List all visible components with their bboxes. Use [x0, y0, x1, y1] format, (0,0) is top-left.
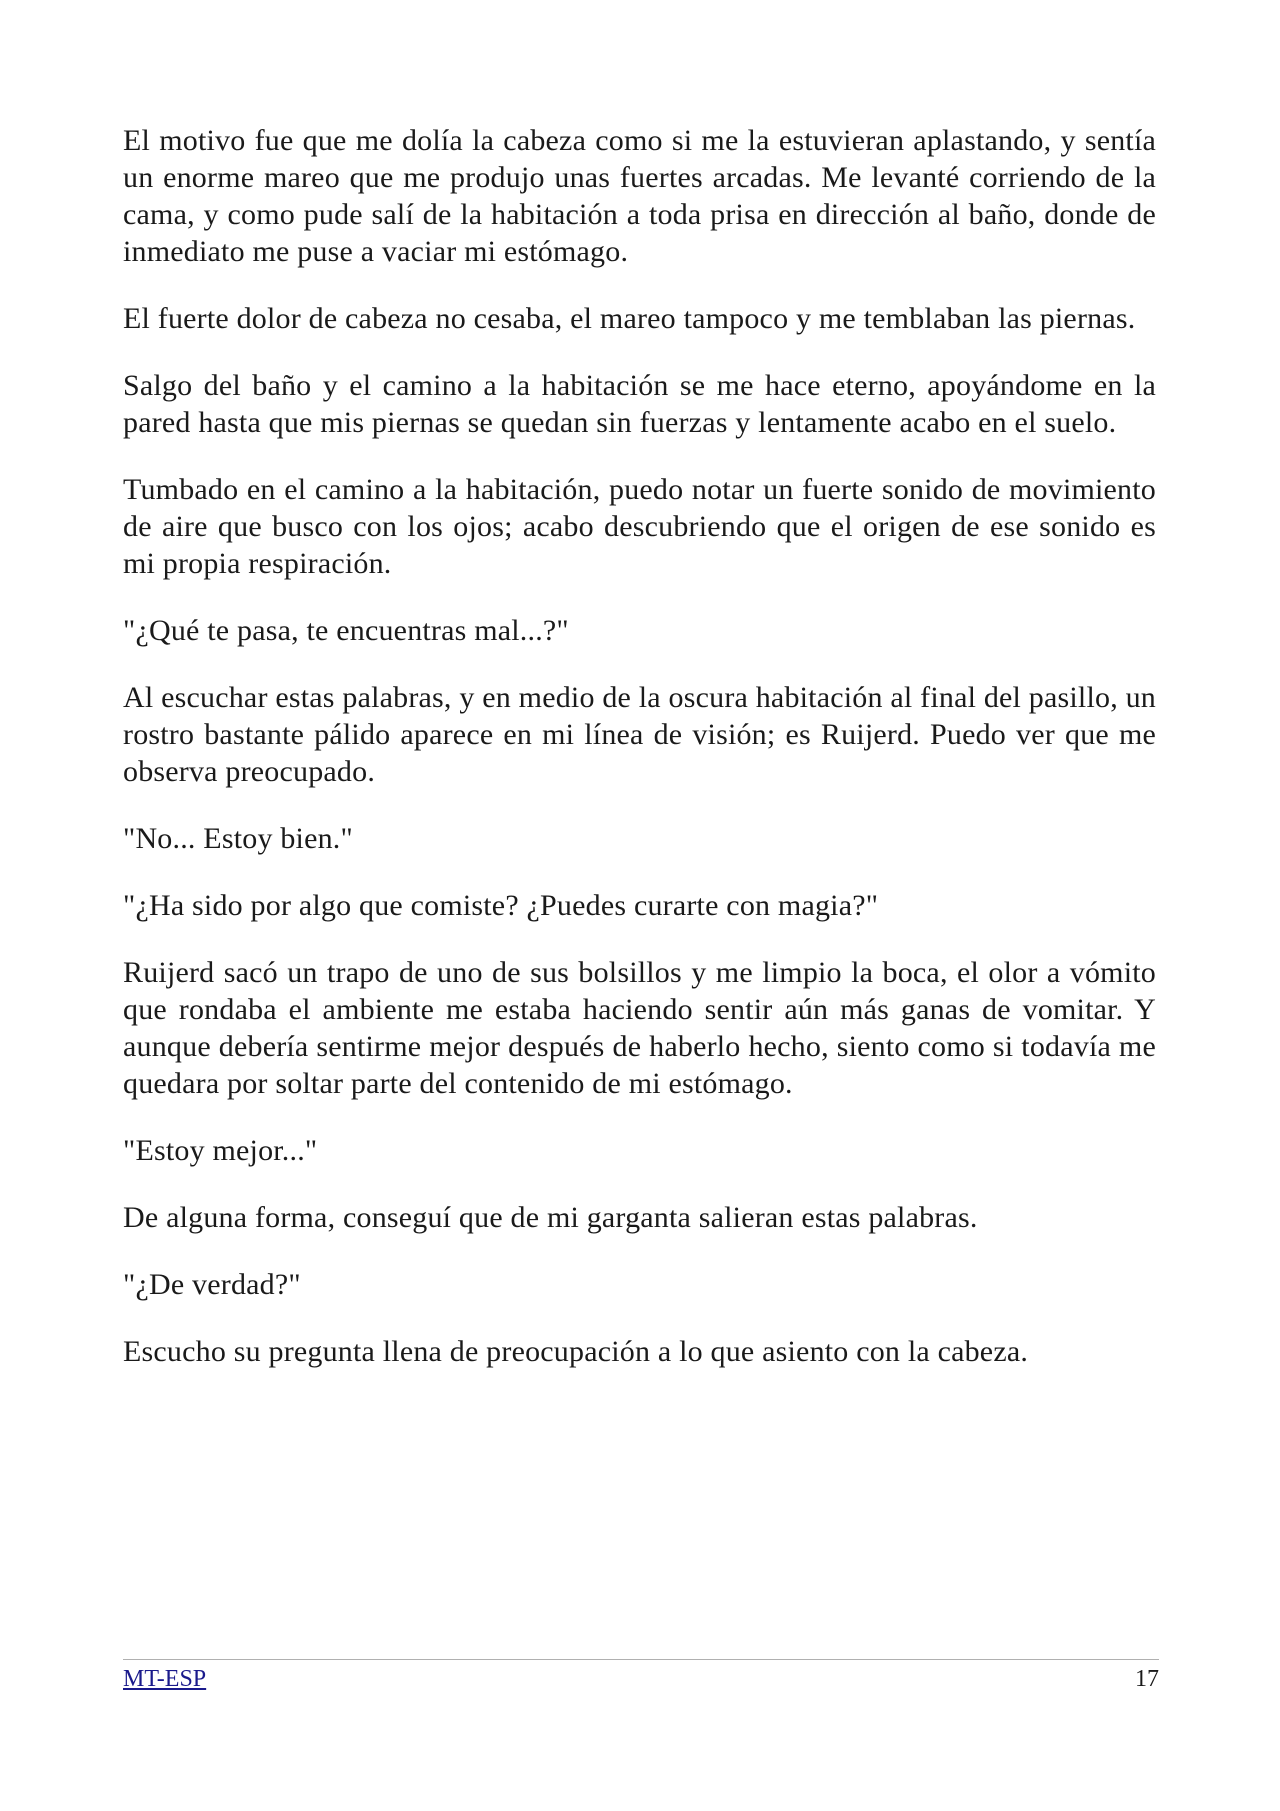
paragraph-13: Escucho su pregunta llena de preocupación a lo que asiento con la cabeza. — [123, 1335, 1029, 1368]
paragraph-11: De alguna forma, conseguí que de mi garganta salieran estas palabras. — [123, 1201, 978, 1234]
paragraph-12: "¿De verdad?" — [123, 1268, 301, 1301]
body-text — [123, 122, 1156, 1400]
paragraph-5: "¿Qué te pasa, te encuentras mal...?" — [123, 614, 569, 647]
paragraph-4: Tumbado en el camino a la habitación, puedo notar un fuerte sonido de movimiento de aire que busco con los ojos; acabo descubriendo que el origen de ese sonido es mi propia respiración. — [123, 473, 1156, 580]
paragraph-10: "Estoy mejor..." — [123, 1134, 318, 1167]
page-number: 17 — [1135, 1666, 1159, 1692]
paragraph-2: El fuerte dolor de cabeza no cesaba, el mareo tampoco y me temblaban las piernas. — [123, 302, 1136, 335]
page-footer — [123, 1659, 1159, 1694]
footer-link-mt-esp[interactable]: MT-ESP — [123, 1666, 207, 1692]
paragraph-3: Salgo del baño y el camino a la habitación se me hace eterno, apoyándome en la pared hasta que mis piernas se quedan sin fuerzas y lentamente acabo en el suelo. — [123, 369, 1156, 439]
paragraph-6: Al escuchar estas palabras, y en medio de la oscura habitación al final del pasillo, un rostro bastante pálido aparece en mi línea de visión; es Ruijerd. Puedo ver que me observa preocupado. — [123, 681, 1156, 788]
paragraph-9: Ruijerd sacó un trapo de uno de sus bolsillos y me limpio la boca, el olor a vómito que rondaba el ambiente me estaba haciendo sentir aún más ganas de vomitar. Y aunque debería sentirme mejor después de haberlo hecho, siento como si todavía me quedara por soltar parte del contenido de mi estómago. — [123, 956, 1156, 1100]
paragraph-7: "No... Estoy bien." — [123, 822, 353, 855]
paragraph-8: "¿Ha sido por algo que comiste? ¿Puedes curarte con magia?" — [123, 889, 879, 922]
paragraph-1: El motivo fue que me dolía la cabeza como si me la estuvieran aplastando, y sentía un enorme mareo que me produjo unas fuertes arcadas. Me levanté corriendo de la cama, y como pude salí de la habitación a toda prisa en dirección al baño, donde de inmediato me puse a vaciar mi estómago. — [123, 124, 1156, 268]
